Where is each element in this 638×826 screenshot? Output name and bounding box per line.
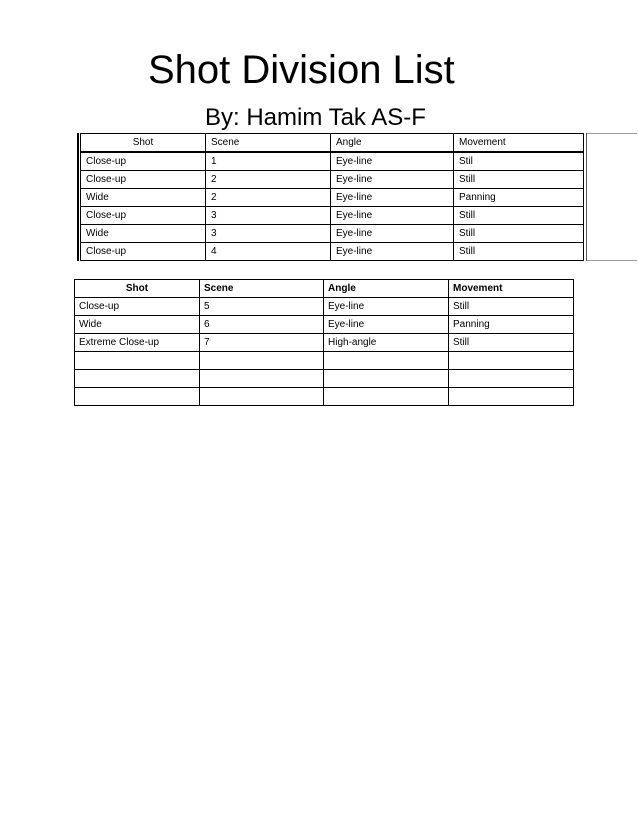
header-angle: Angle — [331, 134, 454, 153]
shot-table-1 — [80, 133, 584, 261]
shot-table-1-frame — [77, 133, 637, 261]
cell-shot: Extreme Close-up — [75, 334, 200, 352]
header-shot: Shot — [81, 134, 206, 153]
cell-shot: Close-up — [81, 243, 206, 261]
cell-scene: 4 — [206, 243, 331, 261]
cell-angle: Eye-line — [331, 243, 454, 261]
cell-shot: Close-up — [75, 298, 200, 316]
cell-scene: 3 — [206, 225, 331, 243]
cell-shot — [75, 388, 200, 406]
cell-scene: 3 — [206, 207, 331, 225]
table-row — [75, 298, 574, 316]
table-row — [81, 207, 584, 225]
table-1-cropped-column — [587, 133, 637, 261]
cell-shot: Wide — [75, 316, 200, 334]
cell-shot — [75, 370, 200, 388]
cell-shot — [75, 352, 200, 370]
cell-movement: Still — [454, 225, 584, 243]
cell-movement: Still — [449, 298, 574, 316]
cell-angle: Eye-line — [331, 152, 454, 171]
table-row — [75, 370, 574, 388]
cell-angle — [324, 388, 449, 406]
table-row — [75, 316, 574, 334]
cell-scene: 2 — [206, 171, 331, 189]
cell-shot: Close-up — [81, 171, 206, 189]
cell-scene: 1 — [206, 152, 331, 171]
cell-movement: Still — [454, 207, 584, 225]
header-shot: Shot — [75, 280, 200, 298]
cell-scene: 5 — [200, 298, 324, 316]
cell-angle: Eye-line — [324, 298, 449, 316]
cell-movement: Panning — [454, 189, 584, 207]
cell-shot: Wide — [81, 189, 206, 207]
shot-table-2 — [74, 279, 574, 406]
cell-angle: Eye-line — [331, 207, 454, 225]
cell-scene — [200, 388, 324, 406]
table-row — [81, 152, 584, 171]
table-row — [75, 388, 574, 406]
header-scene: Scene — [200, 280, 324, 298]
cell-angle: Eye-line — [331, 171, 454, 189]
header-scene: Scene — [206, 134, 331, 153]
table-row — [75, 352, 574, 370]
cell-angle — [324, 352, 449, 370]
cell-angle: Eye-line — [331, 189, 454, 207]
table-row — [81, 243, 584, 261]
header-movement: Movement — [454, 134, 584, 153]
cell-angle — [324, 370, 449, 388]
cell-angle: Eye-line — [324, 316, 449, 334]
cell-movement — [449, 388, 574, 406]
cell-shot: Close-up — [81, 152, 206, 171]
cell-scene: 2 — [206, 189, 331, 207]
table-header-row — [81, 134, 584, 153]
table-header-row — [75, 280, 574, 298]
cell-scene — [200, 370, 324, 388]
cell-movement: Panning — [449, 316, 574, 334]
header-movement: Movement — [449, 280, 574, 298]
table-row — [81, 189, 584, 207]
cell-scene — [200, 352, 324, 370]
cell-angle: Eye-line — [331, 225, 454, 243]
cell-movement: Still — [454, 171, 584, 189]
header-angle: Angle — [324, 280, 449, 298]
document-subtitle: By: Hamim Tak AS-F — [205, 104, 426, 131]
cell-movement: Stil — [454, 152, 584, 171]
table-row — [81, 225, 584, 243]
cell-movement — [449, 370, 574, 388]
table-row — [81, 171, 584, 189]
cell-shot: Wide — [81, 225, 206, 243]
cell-angle: High-angle — [324, 334, 449, 352]
cell-movement: Still — [449, 334, 574, 352]
table-row — [75, 334, 574, 352]
document-title: Shot Division List — [148, 48, 455, 92]
cell-movement: Still — [454, 243, 584, 261]
cell-scene: 7 — [200, 334, 324, 352]
cell-shot: Close-up — [81, 207, 206, 225]
cell-movement — [449, 352, 574, 370]
table-1-left-border — [77, 133, 79, 261]
cell-scene: 6 — [200, 316, 324, 334]
